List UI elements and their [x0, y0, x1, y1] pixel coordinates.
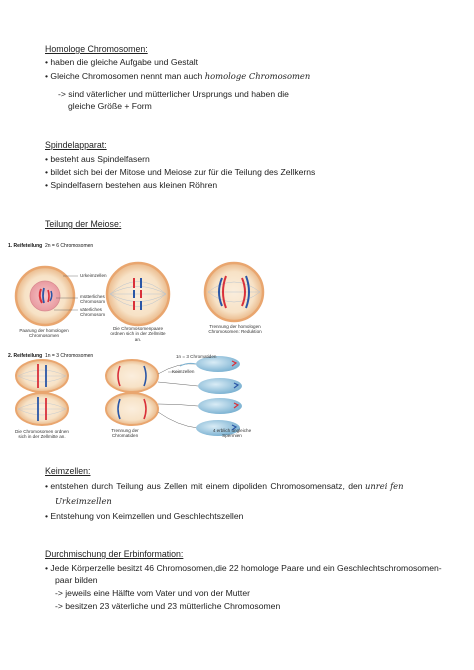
phase1-title [8, 243, 93, 249]
caption-anaphase-2: Trennung der Chromatiden [111, 428, 139, 439]
caption-spermien: 4 erblich ungleiche Spermien [212, 428, 252, 439]
phase1-title-text: 1. Reifeteilung [8, 243, 43, 249]
caption-pairing: Paarung der homologen Chromosomen [19, 328, 69, 339]
label-urkeimzellen: Urkeimzellen [80, 273, 107, 278]
caption-metaphase-1: Die Chromosomenpaare ordnen sich in der Zellmitte an. [110, 326, 166, 342]
term-urkeimzellen: Urkeimzellen [55, 496, 112, 506]
phase2-sub: 1n = 3 Chromosomen [44, 353, 94, 359]
bullet-text: besteht aus Spindelfasern [50, 154, 150, 164]
meiosis-diagram [8, 244, 268, 444]
bullet-item: • Gleiche Chromosomen nennt man auch homologe Chromosomen [45, 71, 311, 81]
bullet-text: Entstehung von Keimzellen und Geschlechtszellen [50, 511, 244, 521]
heading-spindelapparat: Spindelapparat: [45, 140, 107, 150]
heading-teilung-der-meiose: Teilung der Meiose: [45, 219, 122, 229]
bullet-item: • Jede Körperzelle besitzt 46 Chromosomen,die 22 homologe Paare und ein Geschlechtschromosomen- [45, 563, 442, 573]
phase2-title [8, 353, 93, 359]
phase1-sub: 2n = 6 Chromosomen [44, 243, 94, 249]
arrow-note: -> jeweils eine Hälfte vom Vater und von der Mutter [55, 588, 250, 598]
sperm-cell [198, 378, 242, 394]
cell-pairing [16, 267, 74, 325]
bullet-text: haben die gleiche Aufgabe und Gestalt [50, 57, 199, 67]
label-muetterliches-chromosom: mütterliches Chromosom [80, 294, 106, 304]
cell-metaphase-2-bottom [16, 393, 68, 425]
meiosis-figure [8, 244, 268, 444]
caption-anaphase-1: Trennung der homologen Chromosomen: Reduktion [208, 324, 262, 335]
cell-anaphase-1 [205, 263, 263, 321]
bullet-item: • besteht aus Spindelfasern [45, 154, 150, 164]
bullet-item: • entstehen durch Teilung aus Zellen mit einem dipoliden Chromosomensatz, den unrei fen [45, 481, 404, 491]
term-homologe-chromosomen: homologe Chromosomen [204, 71, 311, 81]
heading-keimzellen: Keimzellen: [45, 466, 91, 476]
bullet-item: • Entstehung von Keimzellen und Geschlechtszellen [45, 511, 244, 521]
bullet-text: bildet sich bei der Mitose und Meiose zur für die Teilung des Zellkerns [50, 167, 316, 177]
cell-metaphase-2-top [16, 360, 68, 392]
bullet-item: • bildet sich bei der Mitose und Meiose zur für die Teilung des Zellkerns [45, 167, 316, 177]
label-keimzellen: Keimzellen [172, 369, 195, 374]
heading-homologe-chromosomen: Homologe Chromosomen: [45, 44, 148, 54]
bullet-text-cont: paar bilden [55, 575, 98, 585]
bullet-text: entstehen durch Teilung aus Zellen mit einem dipoliden Chromosomensatz, den [50, 481, 363, 491]
arrow-note-cont: gleiche Größe + Form [68, 101, 152, 111]
bullet-item: • haben die gleiche Aufgabe und Gestalt [45, 57, 199, 67]
phase2-title-text: 2. Reifeteilung [8, 353, 43, 359]
label-vaeterliches-chromosom: väterliches Chromosom [80, 307, 106, 317]
bullet-text: Jede Körperzelle besitzt 46 Chromosomen,die 22 homologe Paare und ein Geschlechtschromosomen- [50, 563, 442, 573]
bullet-text: Gleiche Chromosomen nennt man auch [50, 71, 203, 81]
cell-anaphase-2-top [106, 360, 158, 392]
heading-durchmischung: Durchmischung der Erbinformation: [45, 549, 184, 559]
cell-anaphase-2-bottom [106, 393, 158, 425]
bullet-text: Spindelfasern bestehen aus kleinen Röhren [50, 180, 218, 190]
sperm-cell [198, 398, 242, 414]
arrow-note: -> sind väterlicher und mütterlicher Ursprungs und haben die [58, 89, 289, 99]
label-chromatiden: 1n = 3 Chromatiden [176, 354, 217, 359]
caption-metaphase-2: Die Chromosomen ordnen sich in der Zellmitte an. [15, 429, 69, 440]
term-unreifen: unrei fen [364, 481, 404, 491]
arrow-note: -> besitzen 23 väterliche und 23 mütterliche Chromosomen [55, 601, 281, 611]
cell-metaphase-1 [107, 263, 169, 325]
bullet-item: • Spindelfasern bestehen aus kleinen Röhren [45, 180, 218, 190]
